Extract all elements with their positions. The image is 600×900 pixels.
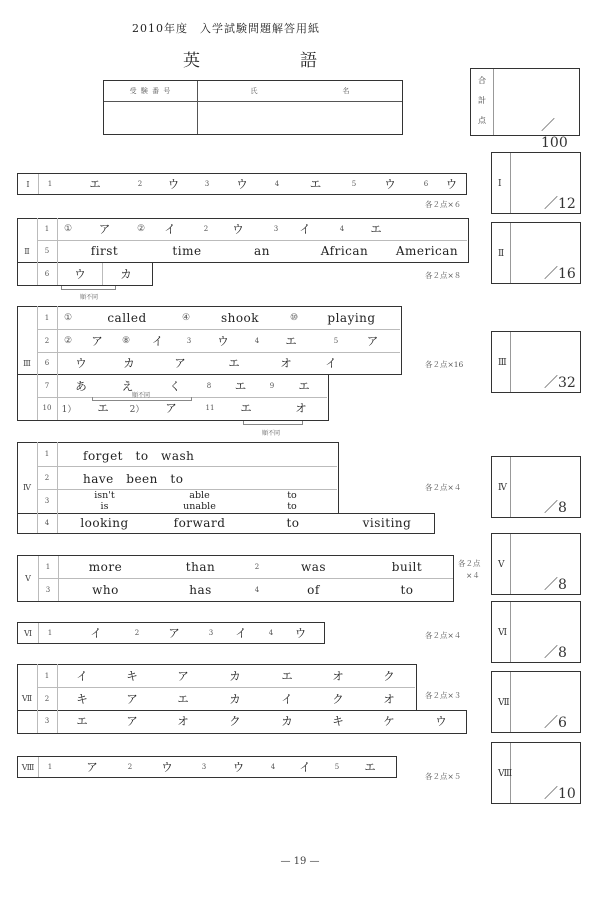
cell-s4-r3-c2b: unable [183, 501, 216, 512]
cell-s7-r3-n: 3 [44, 717, 50, 725]
cell-s6-ans-1: ア [168, 626, 180, 640]
cell-s5-r1-w2: than [185, 560, 216, 574]
cell-s7-r3-ans-2: オ [177, 714, 189, 728]
cell-s3-r2-n5: 5 [333, 336, 339, 345]
cell-scores-2: ／32 [544, 375, 576, 391]
cell-romans-6: Ⅶ [21, 693, 33, 703]
score-box-3 [491, 331, 581, 393]
cell-s6-ans-2: イ [235, 626, 247, 640]
cell-s5-r1-n2: 2 [254, 563, 260, 571]
cell-order_note: 順不同 [80, 294, 99, 301]
cell-s3-r3-ans-0: ウ [75, 356, 87, 370]
name-label-2: 名 [342, 87, 350, 95]
cell-s2-r1-a4: イ [299, 222, 311, 236]
cell-s8-nums-0: 1 [47, 763, 53, 771]
grid-line [37, 466, 337, 467]
cell-s1-nums-3: 4 [274, 180, 280, 188]
cell-s7-r3-ans-7: ウ [435, 714, 447, 728]
total-label-3: 点 [478, 116, 486, 125]
cell-s3-r4-a3: く [169, 379, 181, 393]
cell-s8-ans-0: ア [86, 760, 98, 774]
cell-s7-r2-ans-1: ア [126, 691, 138, 706]
cell-s7-r1-ans-5: オ [332, 668, 344, 683]
cell-s2-r1-n1: 1 [44, 225, 50, 233]
total-label-1: 合 [478, 76, 486, 85]
cell-s2-r1-n4: 4 [339, 225, 345, 233]
cell-scores-4: ／8 [544, 577, 567, 593]
cell-s7-r3-ans-1: ア [126, 714, 138, 728]
cell-s2-r1-a1: ア [98, 222, 111, 236]
cell-s3-r2-c1: ② [63, 335, 73, 346]
cell-s7-r1-ans-4: エ [281, 668, 293, 683]
cell-s5-r2-w2: has [189, 582, 212, 597]
exam-number-field[interactable] [104, 102, 197, 134]
cell-s4-r3-n: 3 [44, 497, 50, 505]
cell-s6-ans-3: ウ [294, 626, 307, 640]
cell-romans-6: Ⅶ [498, 698, 510, 708]
cell-s4-r3-c3a: to [287, 490, 297, 501]
grid-line [102, 263, 103, 285]
cell-romans-1: Ⅱ [498, 249, 505, 259]
s1-points-note: 各２点×６ [425, 200, 462, 209]
s7-points-note: 各２点×３ [425, 691, 462, 700]
cell-s3-r4-a1: あ [75, 379, 87, 393]
cell-s8-nums-2: 3 [201, 763, 207, 771]
cell-s3-r5-c1: 1） [61, 404, 77, 415]
cell-s3-r3-ans-2: ア [174, 356, 186, 370]
cell-s3-r3-ans-5: イ [325, 356, 337, 370]
cell-s4-r4-words-0: looking [80, 516, 129, 530]
cell-romans-4: Ⅴ [25, 574, 31, 583]
cell-s7-r2-ans-6: オ [383, 691, 395, 706]
cell-s7-r3-ans-3: ク [229, 714, 241, 728]
cell-romans-5: Ⅵ [23, 628, 33, 638]
cell-romans-3: Ⅳ [23, 482, 31, 492]
cell-s3-r2-n3: 3 [186, 336, 192, 345]
cell-s7-r2-ans-2: エ [177, 691, 189, 706]
section-2-answers [17, 218, 472, 286]
grid-line [510, 672, 511, 732]
cell-s3-r2-n: 2 [44, 336, 50, 345]
cell-s5-r2-n2: 4 [254, 585, 260, 594]
cell-s3-r4-a2: え [121, 379, 134, 393]
cell-s4-r4-n: 4 [44, 519, 50, 527]
s4-points-note: 各２点×４ [425, 483, 462, 492]
grid-line [510, 332, 511, 392]
cell-s4-r4-words-2: to [286, 516, 300, 530]
score-box-7 [491, 671, 581, 733]
cell-s7-r1-ans-6: ク [383, 668, 395, 683]
cell-s8-ans-3: イ [299, 760, 311, 774]
cell-s3-r5-c2: 2） [129, 404, 145, 415]
score-box-6 [491, 601, 581, 663]
cell-s5-r2-w1: who [92, 582, 119, 597]
cell-s7-r3-ans-4: カ [281, 714, 293, 728]
cell-s3-r1-c2: ④ [181, 312, 191, 323]
cell-s1-nums-4: 5 [351, 180, 357, 188]
cell-s5-r1-w4: built [391, 560, 423, 574]
section-3-answers [17, 306, 407, 421]
cell-s6-nums-2: 3 [208, 629, 214, 637]
cell-s2-r1-a5: エ [370, 222, 382, 236]
total-max: ／100 [541, 118, 568, 151]
cell-s1-nums-2: 3 [204, 180, 210, 188]
cell-s3-r5-a1: エ [97, 401, 109, 415]
cell-s1-nums-0: 1 [47, 180, 53, 188]
subject-char-1: 英 [183, 51, 202, 71]
cell-s7-r2-ans-3: カ [229, 691, 241, 706]
name-label-1: 氏 [250, 87, 258, 95]
cell-romans-1: Ⅱ [24, 246, 30, 256]
cell-s3-r1-w3: playing [327, 310, 376, 325]
cell-s7-r2-n: 2 [44, 694, 50, 703]
s5-points-note-b: ×４ [466, 571, 480, 580]
cell-s3-r1-c1: ① [63, 312, 73, 323]
cell-s7-r1-ans-3: カ [229, 668, 241, 683]
cell-s3-r4-a5: エ [298, 379, 310, 393]
cell-scores-7: ／10 [544, 786, 576, 802]
s6-points-note: 各２点×４ [425, 631, 462, 640]
cell-s7-r3-ans-0: エ [76, 714, 88, 728]
s1-answer-1: エ [89, 177, 101, 191]
cell-s2-r3-n: 6 [44, 270, 50, 278]
s1-answer-4: エ [309, 177, 322, 191]
section-6-answers [17, 622, 325, 644]
score-box-1 [491, 152, 581, 214]
score-box-2 [491, 222, 581, 284]
cell-s5-r1-w1: more [88, 560, 123, 574]
grid-line [493, 69, 494, 135]
cell-s2-r2-words-1: time [172, 244, 202, 258]
cell-s3-r1-w1: called [107, 310, 147, 325]
cell-romans-0: Ⅰ [498, 179, 502, 189]
grid-line [243, 421, 303, 425]
cell-romans-3: Ⅳ [498, 483, 507, 493]
cell-s4-r3-c1b: is [100, 501, 109, 512]
cell-s3-r1-n: 1 [44, 313, 50, 322]
cell-s4-r2-text: have been to [83, 472, 184, 486]
score-box-8 [491, 742, 581, 804]
cell-s2-r2-words-2: an [254, 244, 270, 258]
cell-s8-ans-2: ウ [232, 760, 245, 774]
cell-s6-ans-0: イ [90, 626, 102, 640]
grid-line [510, 602, 511, 662]
score-box-5 [491, 533, 581, 595]
cell-s8-nums-3: 4 [270, 763, 276, 771]
cell-s3-r1-w2: shook [220, 310, 260, 325]
cell-s3-r5-a4: オ [295, 401, 307, 415]
cell-order_note: 順不同 [132, 392, 151, 399]
cell-s7-r1-ans-0: イ [76, 668, 88, 683]
cell-s2-r2-words-4: American [395, 244, 459, 258]
s3-points-note: 各２点×16 [425, 360, 464, 369]
cell-s5-r1-n1: 1 [45, 563, 51, 571]
cell-s3-r3-n: 6 [44, 359, 50, 367]
section-5-answers [17, 555, 454, 602]
cell-s1-nums-5: 6 [423, 180, 429, 188]
score-box-4 [491, 456, 581, 518]
cell-s4-r2-n: 2 [44, 473, 50, 482]
cell-s7-r1-ans-2: ア [177, 668, 189, 683]
subject-char-2: 語 [300, 51, 319, 71]
total-score-box [470, 68, 580, 151]
cell-s8-ans-4: エ [364, 760, 376, 774]
section-4-answers [17, 442, 437, 534]
s2-points-note: 各２点×８ [425, 271, 462, 280]
cell-s2-r1-n3: 3 [273, 225, 279, 233]
cell-s6-nums-3: 4 [268, 629, 274, 637]
grid-line [510, 153, 511, 213]
cell-s5-r2-n1: 3 [45, 585, 51, 594]
cell-romans-0: Ⅰ [26, 179, 30, 189]
cell-s3-r2-a2: イ [151, 333, 164, 348]
cell-scores-5: ／8 [544, 645, 567, 661]
cell-s3-r2-a3: ウ [217, 333, 229, 348]
cell-scores-6: ／6 [544, 715, 567, 731]
cell-s7-r3-ans-5: キ [332, 714, 344, 728]
cell-s3-r5-n11: 11 [205, 404, 215, 412]
cell-s1-nums-1: 2 [137, 180, 143, 188]
cell-s4-r3-c3b: to [287, 501, 297, 512]
cell-s2-r2-words-0: first [90, 244, 119, 258]
cell-s3-r2-c2: ⑧ [121, 335, 131, 346]
section-7-answers [17, 664, 469, 734]
cell-s3-r3-ans-4: オ [280, 356, 292, 370]
total-label-2: 計 [478, 96, 486, 105]
cell-s7-r1-ans-1: キ [126, 668, 138, 683]
s1-answer-6: ウ [445, 177, 458, 191]
cell-s3-r3-ans-1: カ [123, 356, 135, 370]
cell-s5-r2-w4: to [400, 582, 414, 597]
cell-s2-r1-c1: ① [63, 224, 73, 234]
cell-scores-3: ／8 [544, 500, 567, 516]
sheet-heading: 2010年度 入学試験問題解答用紙 [132, 22, 320, 35]
cell-s4-r3-c1a: isn't [94, 490, 115, 501]
cell-s2-r1-a3: ウ [232, 222, 244, 236]
cell-s8-nums-4: 5 [334, 763, 340, 771]
cell-s2-r2-words-3: African [320, 244, 369, 258]
grid-line [510, 457, 511, 517]
grid-line [510, 223, 511, 283]
cell-s4-r4-words-3: visiting [362, 516, 412, 530]
exam-number-label: 受 験 番 号 [129, 87, 172, 95]
cell-s3-r2-a5: ア [366, 333, 379, 348]
cell-s7-r1-n: 1 [44, 671, 50, 680]
cell-s8-ans-1: ウ [161, 760, 173, 774]
cell-romans-2: Ⅲ [498, 358, 507, 368]
cell-s3-r5-a2: ア [165, 401, 177, 415]
cell-s3-r1-c3: ⑩ [289, 312, 299, 323]
cell-s8-nums-1: 2 [127, 763, 133, 771]
cell-s4-r3-c2a: able [189, 490, 210, 501]
grid-line [61, 286, 116, 290]
cell-s2-r3-a2: カ [120, 267, 132, 281]
page-number: — 19 — [280, 856, 320, 867]
cell-s4-r1-text: forget to wash [83, 449, 195, 463]
cell-s3-r2-a1: ア [91, 333, 103, 348]
cell-s4-r1-n: 1 [44, 450, 50, 458]
cell-s3-r4-n8: 8 [206, 382, 212, 390]
cell-scores-0: ／12 [544, 196, 576, 212]
cell-s3-r4-n9: 9 [269, 382, 275, 390]
cell-s7-r3-ans-6: ケ [383, 714, 395, 728]
name-field[interactable] [198, 102, 402, 134]
cell-s4-r4-words-1: forward [173, 516, 226, 530]
cell-s3-r2-n4: 4 [254, 336, 260, 345]
cell-s7-r2-ans-5: ク [332, 691, 344, 706]
cell-s2-r1-n2: 2 [203, 225, 209, 233]
cell-s2-r1-a2: イ [164, 222, 176, 236]
s1-answer-5: ウ [384, 177, 396, 191]
cell-s7-r2-ans-0: キ [76, 691, 88, 706]
cell-s2-r2-n: 5 [44, 247, 50, 255]
cell-s6-nums-1: 2 [134, 629, 140, 637]
cell-s2-r3-a1: ウ [74, 267, 86, 281]
cell-scores-1: ／16 [544, 266, 576, 282]
section-8-answers [17, 756, 397, 778]
exam-info-box [103, 80, 403, 135]
cell-order_note: 順不同 [262, 430, 281, 437]
cell-s5-r1-w3: was [300, 560, 327, 574]
cell-s6-nums-0: 1 [47, 629, 53, 637]
cell-romans-7: Ⅷ [498, 769, 513, 779]
s1-answer-2: ウ [167, 177, 180, 191]
cell-s3-r4-n: 7 [44, 382, 50, 390]
cell-romans-7: Ⅷ [21, 762, 35, 772]
cell-s2-r1-c2: ② [136, 224, 146, 234]
cell-s7-r2-ans-4: イ [281, 691, 293, 706]
grid-line [510, 534, 511, 594]
cell-romans-4: Ⅴ [498, 560, 505, 570]
cell-s3-r5-n: 10 [42, 404, 52, 412]
cell-s3-r3-ans-3: エ [228, 356, 240, 370]
cell-s3-r2-a4: エ [285, 333, 297, 348]
cell-s3-r4-a4: エ [234, 379, 247, 393]
section-1-answers [17, 173, 467, 195]
s1-answer-3: ウ [236, 177, 248, 191]
cell-s3-r5-a3: エ [240, 401, 252, 415]
s5-points-note-a: 各２点 [458, 559, 481, 568]
cell-romans-2: Ⅲ [23, 358, 31, 368]
cell-romans-5: Ⅵ [498, 628, 508, 638]
s8-points-note: 各２点×５ [425, 772, 462, 781]
cell-s5-r2-w3: of [307, 582, 320, 597]
